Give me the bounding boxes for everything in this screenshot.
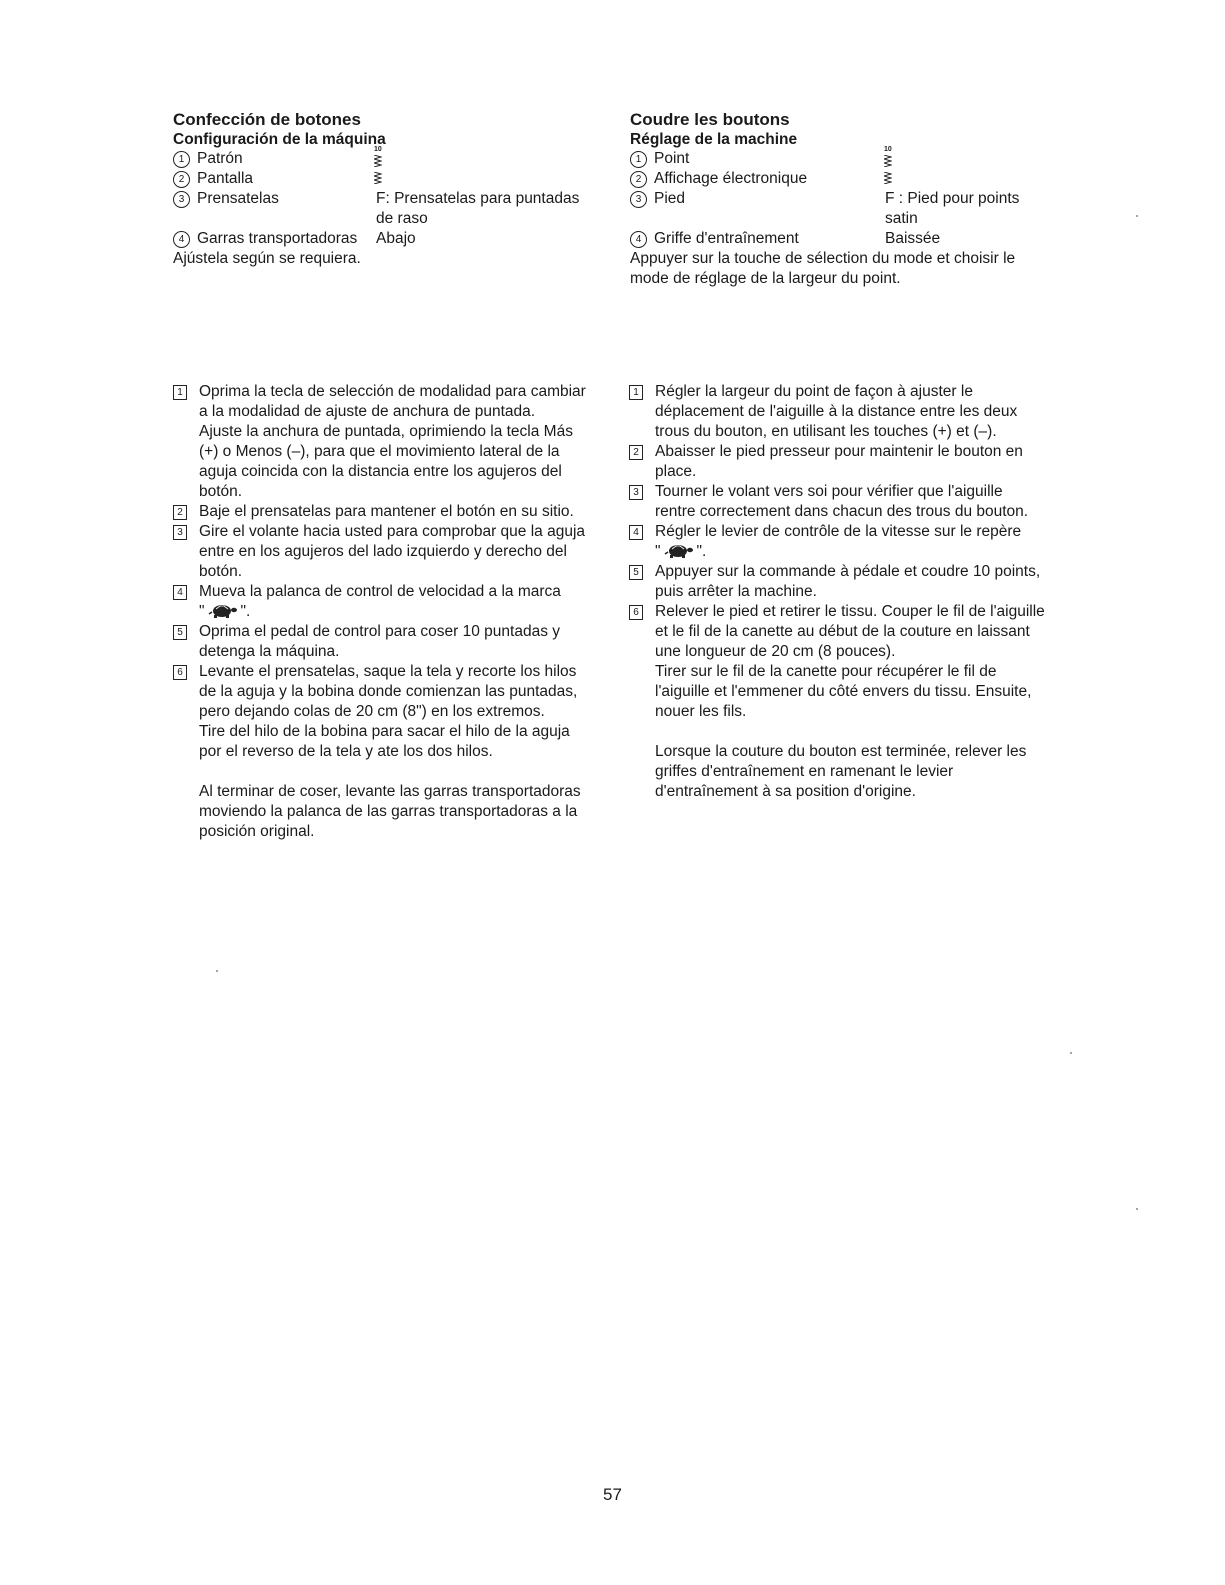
circled-number: 4 [630,231,647,248]
step-text-line: place. [655,463,697,480]
fr-settings-block [630,110,1060,289]
step-number-box: 5 [173,625,187,640]
closing-text-line: Al terminar de coser, levante las garras transportadoras [199,783,581,800]
setting-value: satin [885,210,918,227]
fr-note-line-1: Appuyer sur la touche de sélection du mode et choisir le [630,250,1016,267]
quote-close: ". [240,603,251,620]
step-6 [629,602,1079,722]
step-1 [173,382,613,502]
es-setting-feed [173,229,603,249]
step-5 [173,622,613,662]
stitch-10-icon: 10 [882,149,896,169]
es-setting-foot [173,189,603,209]
es-setting-display [173,169,603,189]
fr-setting-foot-cont [630,209,1060,229]
step-text-line: Oprima la tecla de selección de modalidad para cambiar [199,383,586,400]
setting-value: Abajo [376,230,416,247]
step-number-box: 3 [629,485,643,500]
fr-setting-foot [630,189,1060,209]
step-text-line: Gire el volante hacia usted para comprobar que la aguja [199,523,586,540]
step-number-box: 3 [173,525,187,540]
step-text-line: Mueva la palanca de control de velocidad a la marca [199,583,561,600]
setting-label: Prensatelas [197,190,279,207]
scan-speck [1070,1052,1072,1054]
step-text-line: por el reverso de la tela y ate los dos hilos. [199,743,493,760]
step-text-line: (+) o Menos (–), para que el movimiento lateral de la [199,443,560,460]
zigzag-width-icon [372,169,386,189]
closing-text-line: d'entraînement à sa position d'origine. [655,783,916,800]
step-2 [629,442,1079,482]
es-setting-foot-cont [173,209,603,229]
step-number-box: 2 [173,505,187,520]
speed-mark-line [199,602,613,622]
fr-title: Coudre les boutons [630,110,790,129]
setting-label: Pantalla [197,170,254,187]
scan-speck [1136,1208,1138,1210]
step-text-line: Levante el prensatelas, saque la tela y recorte los hilos [199,663,577,680]
step-3 [173,522,613,582]
circled-number: 3 [630,191,647,208]
turtle-icon [664,543,694,559]
fr-setting-feed [630,229,1060,249]
circled-number: 3 [173,191,190,208]
spacer [173,762,613,782]
turtle-icon [208,603,238,619]
step-text-line: Tirer sur le fil de la canette pour récupérer le fil de [655,663,997,680]
step-4 [629,522,1079,562]
speed-mark-line [655,542,1079,562]
circled-number: 4 [173,231,190,248]
closing-text-line: Lorsque la couture du bouton est terminée, relever les [655,743,1027,760]
step-text-line: botón. [199,563,243,580]
setting-label: Patrón [197,150,243,167]
es-setting-pattern [173,146,603,169]
fr-subtitle: Réglage de la machine [630,131,798,148]
quote-open: " [655,543,661,560]
step-text-line: pero dejando colas de 20 cm (8") en los extremos. [199,703,545,720]
step-text-line: detenga la máquina. [199,643,340,660]
circled-number: 2 [630,171,647,188]
step-text-line: Régler la largeur du point de façon à ajuster le [655,383,973,400]
step-text-line: Oprima el pedal de control para coser 10 puntadas y [199,623,561,640]
setting-label: Point [654,150,690,167]
step-text-line: Tourner le volant vers soi pour vérifier que l'aiguille [655,483,1003,500]
step-number-box: 4 [629,525,643,540]
circled-number: 2 [173,171,190,188]
step-text-line: déplacement de l'aiguille à la distance entre les deux [655,403,1018,420]
step-text-line: Relever le pied et retirer le tissu. Couper le fil de l'aiguille [655,603,1045,620]
step-text-line: nouer les fils. [655,703,747,720]
step-number-box: 2 [629,445,643,460]
step-number-box: 4 [173,585,187,600]
fr-setting-display [630,169,1060,189]
closing-text-line: griffes d'entraînement en ramenant le levier [655,763,954,780]
setting-label: Garras transportadoras [197,230,358,247]
step-text-line: l'aiguille et l'emmener du côté envers du tissu. Ensuite, [655,683,1032,700]
step-5 [629,562,1079,602]
step-text-line: a la modalidad de ajuste de anchura de puntada. [199,403,536,420]
setting-value: F : Pied pour points [885,190,1020,207]
page-number: 57 [603,1485,622,1504]
es-steps [173,382,613,842]
step-text-line: rentre correctement dans chacun des trous du bouton. [655,503,1029,520]
circled-number: 1 [630,151,647,168]
step-text-line: Abaisser le pied presseur pour maintenir le bouton en [655,443,1023,460]
closing-text-line: moviendo la palanca de las garras transportadoras a la [199,803,578,820]
setting-label: Pied [654,190,686,207]
setting-label: Griffe d'entraînement [654,230,799,247]
step-text-line: Baje el prensatelas para mantener el botón en su sitio. [199,503,574,520]
scan-speck [1136,215,1138,217]
step-text-line: entre en los agujeros del lado izquierdo y derecho del [199,543,567,560]
closing-text-line: posición original. [199,823,315,840]
stitch-10-icon: 10 [372,149,386,169]
step-number-box: 6 [629,605,643,620]
step-4 [173,582,613,622]
step-text-line: Régler le levier de contrôle de la vitesse sur le repère [655,523,1022,540]
quote-close: ". [696,543,707,560]
setting-value: Baissée [885,230,941,247]
es-settings-block [173,110,603,269]
step-number-box: 1 [629,385,643,400]
step-text-line: puis arrêter la machine. [655,583,817,600]
fr-steps [629,382,1079,802]
setting-label: Affichage électronique [654,170,808,187]
step-text-line: de la aguja y la bobina donde comienzan las puntadas, [199,683,578,700]
step-text-line: Tire del hilo de la bobina para sacar el hilo de la aguja [199,723,570,740]
step-3 [629,482,1079,522]
step-6 [173,662,613,762]
closing-note [173,782,613,842]
zigzag-width-icon [882,169,896,189]
step-text-line: Appuyer sur la commande à pédale et coudre 10 points, [655,563,1041,580]
es-settings-list [173,146,603,249]
fr-settings-list [630,146,1060,249]
step-number-box: 6 [173,665,187,680]
fr-note-line-2: mode de réglage de la largeur du point. [630,270,901,287]
circled-number: 1 [173,151,190,168]
es-note: Ajústela según se requiera. [173,250,361,267]
step-text-line: Ajuste la anchura de puntada, oprimiendo la tecla Más [199,423,573,440]
step-1 [629,382,1079,442]
es-title: Confección de botones [173,110,361,129]
spacer [629,722,1079,742]
step-2 [173,502,613,522]
setting-value: de raso [376,210,428,227]
step-text-line: botón. [199,483,243,500]
setting-value: F: Prensatelas para puntadas [376,190,580,207]
es-subtitle: Configuración de la máquina [173,131,386,148]
closing-note [629,742,1079,802]
scan-speck [216,970,218,972]
step-number-box: 5 [629,565,643,580]
step-text-line: aguja coincida con la distancia entre los agujeros del [199,463,562,480]
step-text-line: et le fil de la canette au début de la couture en laissant [655,623,1030,640]
fr-setting-point [630,146,1060,169]
step-number-box: 1 [173,385,187,400]
step-text-line: une longueur de 20 cm (8 pouces). [655,643,896,660]
quote-open: " [199,603,205,620]
step-text-line: trous du bouton, en utilisant les touches (+) et (–). [655,423,997,440]
